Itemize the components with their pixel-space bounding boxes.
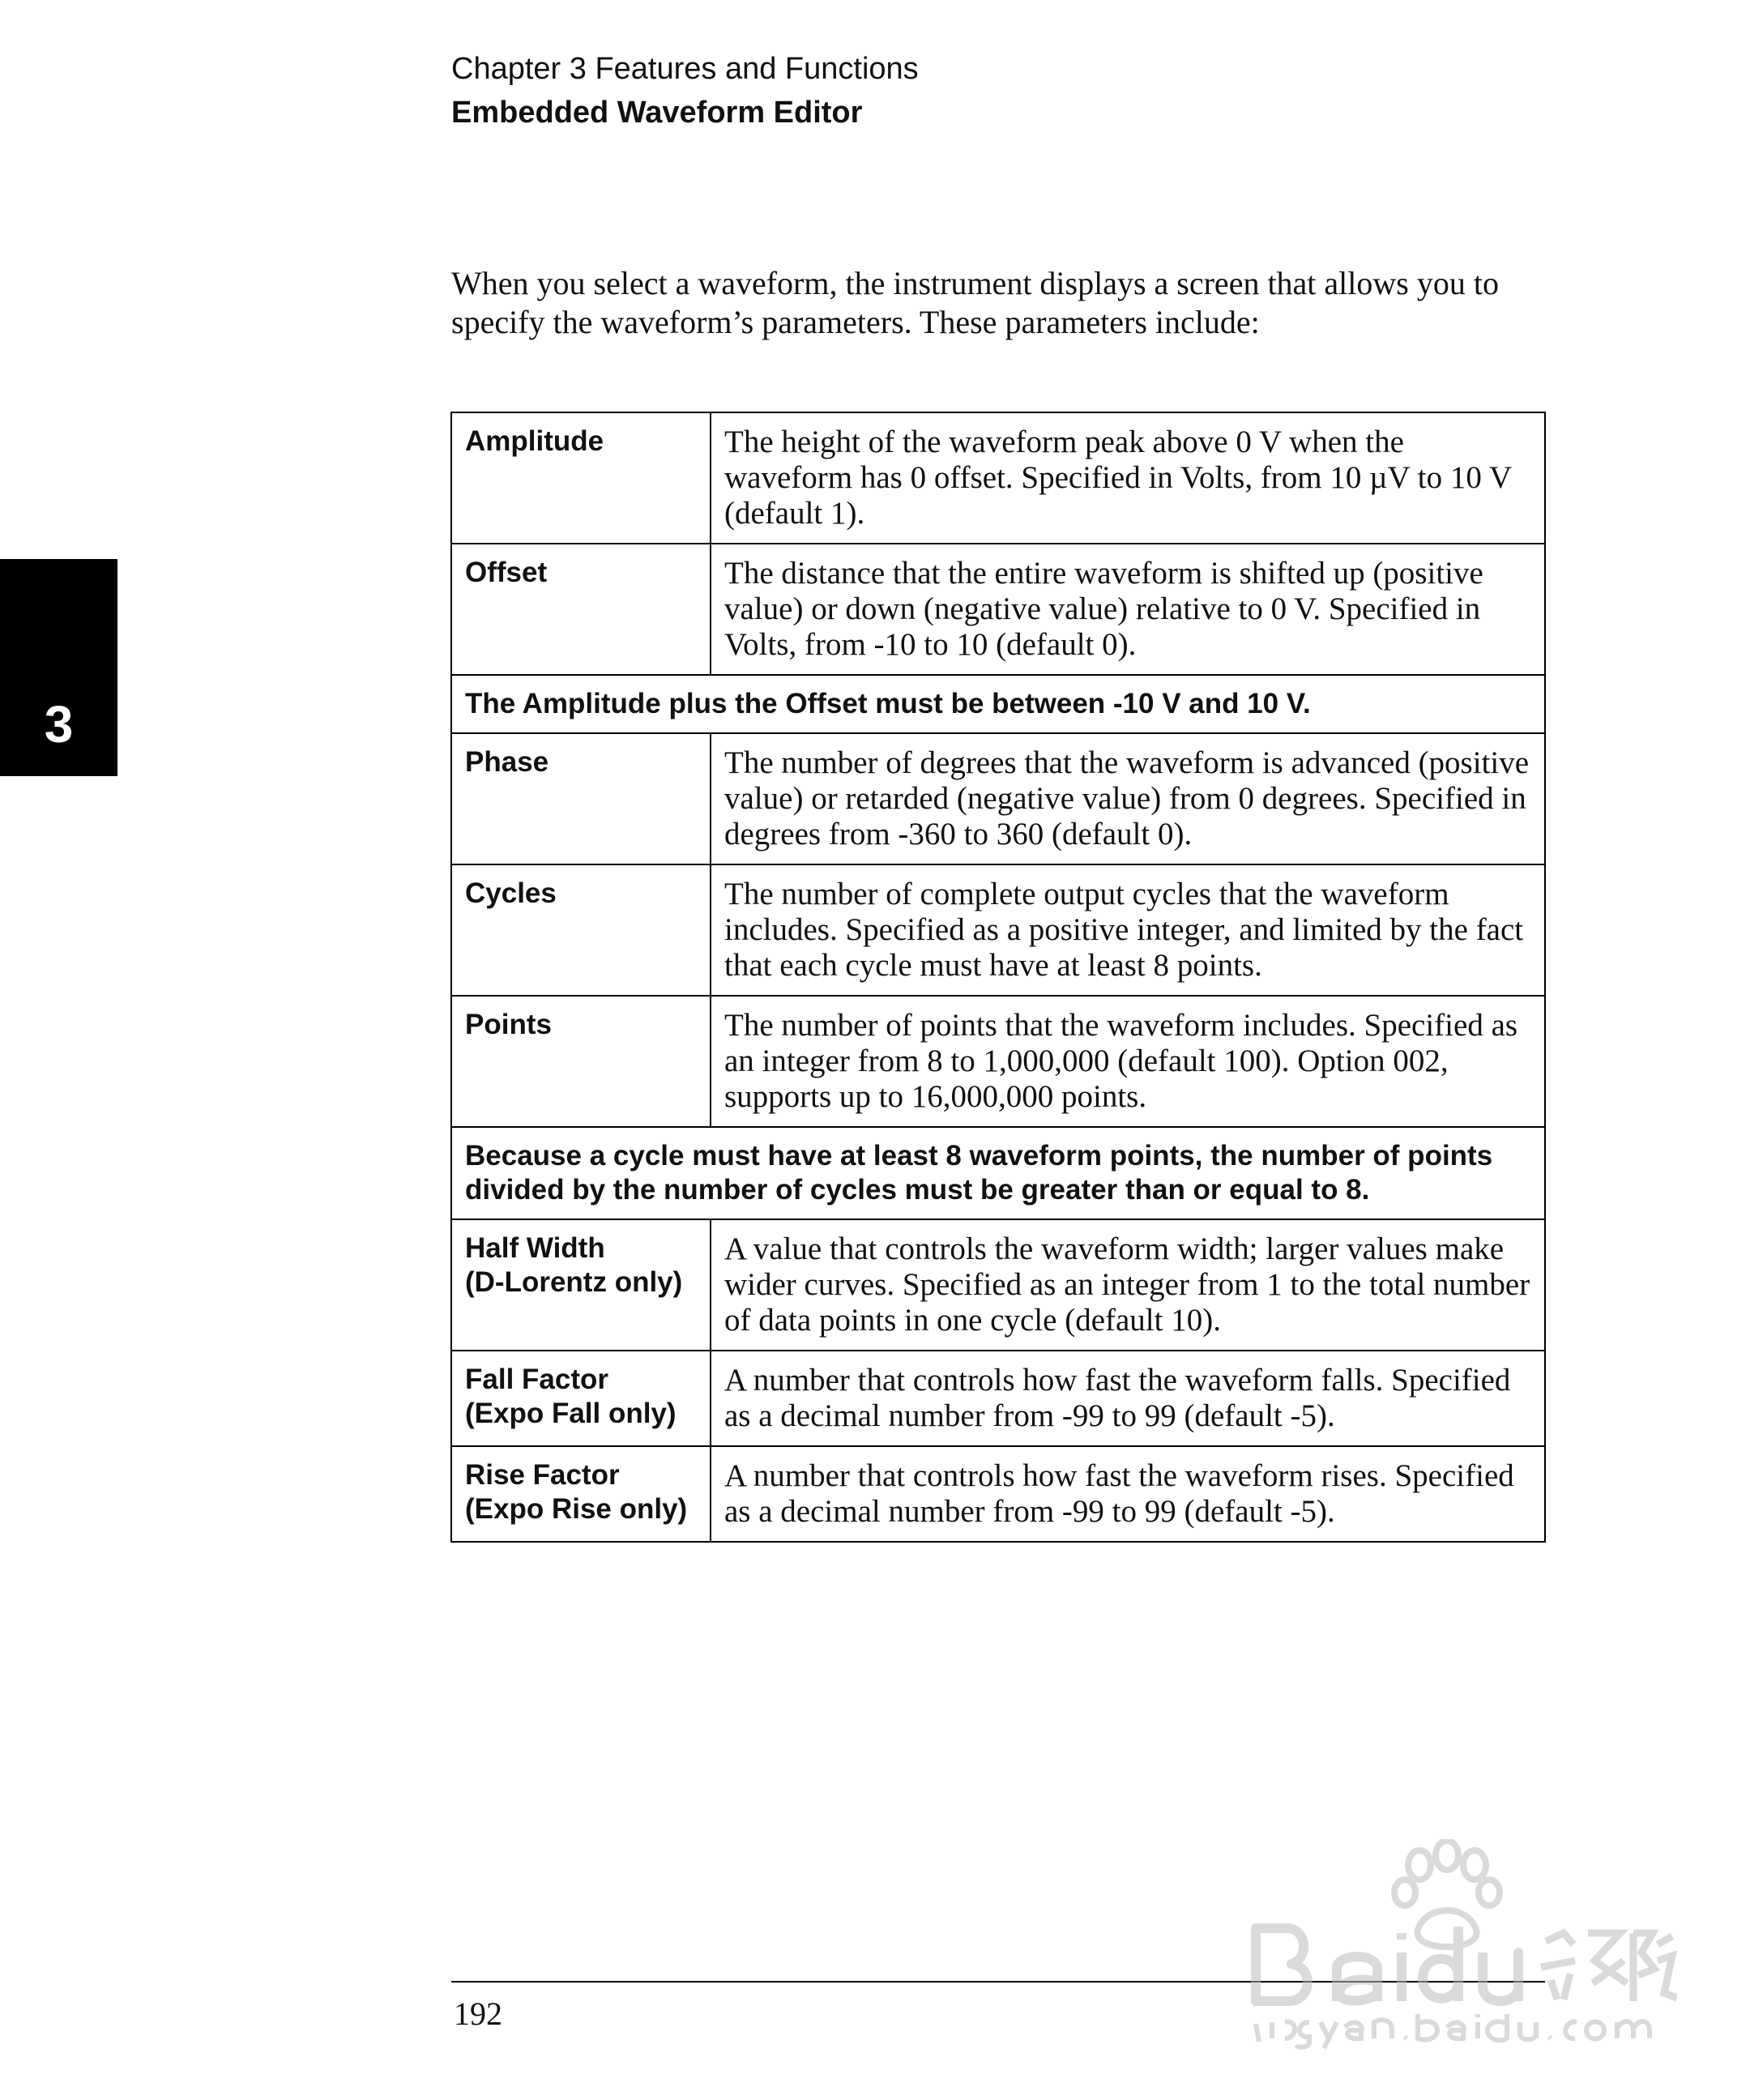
parameter-name: Points bbox=[465, 1009, 552, 1040]
chapter-thumb-tab bbox=[0, 559, 117, 776]
table-note-row bbox=[451, 675, 1545, 733]
parameter-name: Cycles bbox=[465, 877, 557, 909]
parameter-description: The distance that the entire waveform is shifted up (positive value) or down (negative value) relative to 0 V. Specified in Volts, from -10 to 10 (default 0). bbox=[711, 544, 1545, 675]
parameter-qualifier: (Expo Rise only) bbox=[465, 1493, 688, 1525]
parameter-name: Fall Factor bbox=[465, 1364, 608, 1395]
table-note: Because a cycle must have at least 8 waveform points, the number of points divided by the number of cycles must be greater than or equal to 8. bbox=[451, 1127, 1545, 1219]
parameter-description: A number that controls how fast the waveform falls. Specified as a decimal number from -99 to 99 (default -5). bbox=[711, 1351, 1545, 1446]
parameter-qualifier: (Expo Fall only) bbox=[465, 1398, 677, 1429]
parameter-name: Phase bbox=[465, 746, 549, 778]
table-row bbox=[451, 1219, 1545, 1351]
parameter-description: The height of the waveform peak above 0 V when the waveform has 0 offset. Specified in Volts, from 10 µV to 10 V (default 1). bbox=[711, 412, 1545, 544]
parameter-name: Half Width bbox=[465, 1232, 605, 1264]
table-row bbox=[451, 412, 1545, 544]
parameter-description: The number of degrees that the waveform is advanced (positive value) or retarded (negative value) from 0 degrees. Specified in degrees from -360 to 360 (default 0). bbox=[711, 733, 1545, 864]
table-row bbox=[451, 544, 1545, 675]
parameter-name-cell bbox=[451, 544, 711, 675]
table-row bbox=[451, 1351, 1545, 1446]
page-number: 192 bbox=[454, 1995, 502, 2032]
parameter-name-cell bbox=[451, 864, 711, 996]
parameters-table-body bbox=[451, 412, 1545, 1542]
parameter-name-cell bbox=[451, 1351, 711, 1446]
parameter-description: A value that controls the waveform width; larger values make wider curves. Specified as an integer from 1 to the total number of data points in one cycle (default 10). bbox=[711, 1219, 1545, 1351]
table-note-row bbox=[451, 1127, 1545, 1219]
parameter-description: The number of points that the waveform includes. Specified as an integer from 8 to 1,000,000 (default 100). Option 002, supports up to 16,000,000 points. bbox=[711, 996, 1545, 1127]
parameters-table bbox=[450, 412, 1546, 1543]
chapter-tab-number: 3 bbox=[44, 695, 74, 753]
parameter-name-cell bbox=[451, 733, 711, 864]
parameter-name: Rise Factor bbox=[465, 1459, 620, 1491]
section-header: Embedded Waveform Editor bbox=[451, 96, 863, 130]
table-row bbox=[451, 864, 1545, 996]
parameter-name-cell bbox=[451, 1446, 711, 1542]
parameter-name-cell bbox=[451, 996, 711, 1127]
baidu-watermark-logo bbox=[1240, 1839, 1677, 2050]
parameter-description: A number that controls how fast the waveform rises. Specified as a decimal number from -99 to 99 (default -5). bbox=[711, 1446, 1545, 1542]
table-row bbox=[451, 733, 1545, 864]
parameter-name: Offset bbox=[465, 557, 548, 588]
parameter-description: The number of complete output cycles that the waveform includes. Specified as a positive integer, and limited by the fact that each cycle must have at least 8 points. bbox=[711, 864, 1545, 996]
parameter-name-cell bbox=[451, 1219, 711, 1351]
table-row bbox=[451, 1446, 1545, 1542]
table-row bbox=[451, 996, 1545, 1127]
baidu-paw-logo-icon bbox=[1240, 1839, 1677, 2050]
parameter-qualifier: (D-Lorentz only) bbox=[465, 1266, 683, 1298]
parameter-name-cell bbox=[451, 412, 711, 544]
table-note: The Amplitude plus the Offset must be between -10 V and 10 V. bbox=[451, 675, 1545, 733]
intro-paragraph: When you select a waveform, the instrument displays a screen that allows you to specify the waveform’s parameters. These parameters include: bbox=[451, 265, 1499, 340]
chapter-header: Chapter 3 Features and Functions bbox=[451, 52, 919, 86]
parameter-name: Amplitude bbox=[465, 425, 604, 457]
